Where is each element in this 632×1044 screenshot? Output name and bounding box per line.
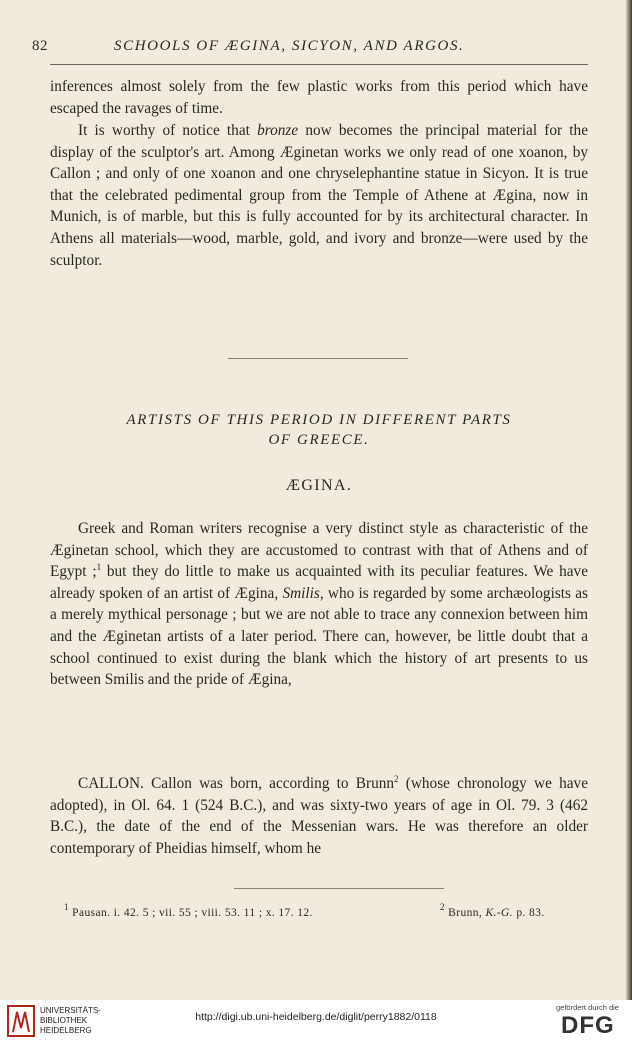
footnote-2 xyxy=(440,902,545,919)
page-edge-shadow xyxy=(626,0,632,1000)
footnote-text: Brunn, xyxy=(444,907,486,919)
paragraph-text: inferences almost solely from the few plastic works from this period which have escaped the ravages of time. xyxy=(50,78,588,117)
emphasis-smilis: Smilis xyxy=(282,584,320,602)
paragraph-bronze xyxy=(50,120,588,271)
footnote-text: Pausan. i. 42. 5 ; vii. 55 ; viii. 53. 11 ; x. 17. 12. xyxy=(68,907,313,919)
paragraph-text: but they do little to make us acquainted with its peculiar features. We have already spoken of an artist of Ægina, xyxy=(50,563,588,602)
paragraph-text: Greek and Roman writers recognise a very distinct style as characteristic of the Æginetan school, which they are accustomed to contrast with that of Athens and of Egypt ; xyxy=(50,520,588,581)
footnote-emphasis: K.-G. xyxy=(485,907,514,919)
paragraph-text: , who is regarded by some archæologists as a merely mythical personage ; but we are not able to trace any connexion between him and the Æginetan artists of a later period. There can, however, be little doubt that a school continued to exist during the blank which the history of art presents to us between Smilis and the pride of Ægina, xyxy=(50,584,588,689)
header-rule xyxy=(50,64,588,65)
dfg-logo: DFG xyxy=(561,1012,615,1039)
page-number: 82 xyxy=(32,38,48,54)
footnote-1 xyxy=(64,902,313,919)
emphasis-bronze: bronze xyxy=(257,122,299,139)
paragraph-callon xyxy=(50,773,588,859)
paragraph-continuation xyxy=(50,76,588,119)
footnote-ref-2: 2 xyxy=(394,774,399,784)
paragraph-text: It is worthy of notice that xyxy=(78,122,258,139)
library-name-line2: BIBLIOTHEK xyxy=(40,1016,88,1025)
footnote-mark: 1 xyxy=(64,902,69,912)
paragraph-text: CALLON. Callon was born, according to Brunn xyxy=(78,775,395,792)
footnote-ref-1: 1 xyxy=(96,562,102,573)
running-head xyxy=(32,38,592,60)
section-divider xyxy=(228,358,408,359)
section-title-line2: OF GREECE. xyxy=(268,432,370,448)
library-name-line1: UNIVERSITÄTS- xyxy=(40,1006,101,1015)
section-title xyxy=(50,410,588,450)
running-title: SCHOOLS OF ÆGINA, SICYON, AND ARGOS. xyxy=(114,38,465,54)
footnote-mark: 2 xyxy=(440,902,445,912)
footnote-text: p. 83. xyxy=(513,907,545,919)
source-url-link[interactable]: http://digi.ub.uni-heidelberg.de/diglit/perry1882/0118 xyxy=(195,1011,437,1023)
funded-by-note: gefördert durch die xyxy=(556,1003,619,1012)
paragraph-text: (whose chronology we have adopted), in Ol. 64. 1 (524 B.C.), and was sixty-two years of age in Ol. 79. 3 (462 B.C.), the date of the end of the Messenian wars. He was therefore an older contemporary of Pheidias himself, whom he xyxy=(50,775,588,857)
section-title-line1: ARTISTS OF THIS PERIOD IN DIFFERENT PARTS xyxy=(126,412,512,428)
paragraph-aegina xyxy=(50,518,588,691)
paragraph-text: now becomes the principal material for the display of the sculptor's art. Among Æginetan works we only read of one xoanon, by Callon ; and only of one xoanon and one chryselephantine statue in Sicyon. It is true that the celebrated pedimental group from the Temple of Athene at Ægina, now in Munich, is of marble, but this is fully accounted for by its architectural character. In Athens all materials—wood, marble, gold, and ivory and bronze—were used by the sculptor. xyxy=(50,122,588,269)
subsection-title-aegina: ÆGINA. xyxy=(285,477,353,494)
library-name-line3: HEIDELBERG xyxy=(40,1026,92,1035)
footnote-rule xyxy=(234,888,444,889)
